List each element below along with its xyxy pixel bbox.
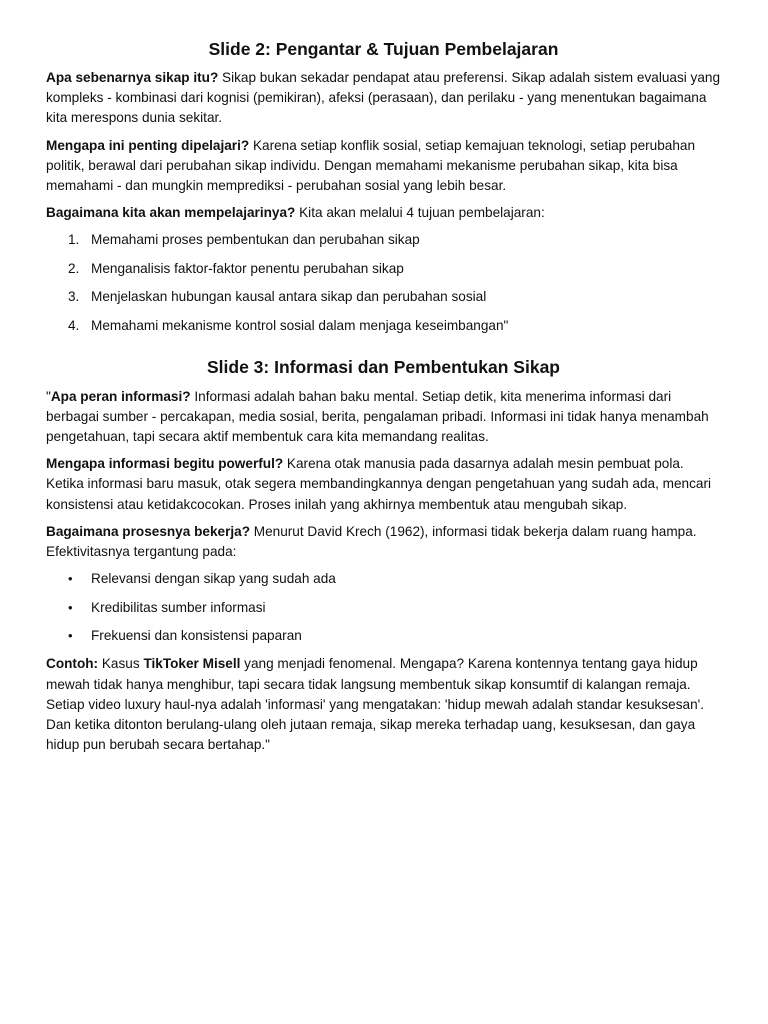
effectiveness-factors-list [46, 569, 721, 646]
list-item [46, 230, 721, 250]
slide2-title: Slide 2: Pengantar & Tujuan Pembelajaran [208, 39, 559, 59]
list-item-text: Memahami mekanisme kontrol sosial dalam menjaga keseimbangan" [91, 317, 509, 333]
slide2-answer-how: Kita akan melalui 4 tujuan pembelajaran: [295, 205, 545, 221]
example-highlight: TikToker Misell [143, 656, 241, 672]
open-quote: " [46, 388, 51, 404]
slide2-question-how: Bagaimana kita akan mempelajarinya? [46, 205, 296, 221]
slide2-answer-why: Karena setiap konflik sosial, setiap kemajuan teknologi, setiap perubahan politik, berawal dari perubahan sikap individu. Dengan memahami mekanisme perubahan sikap, kita bisa memahami - dan mungkin memprediksi - perubahan sosial yang lebih besar. [46, 137, 696, 194]
list-item-text: Kredibilitas sumber informasi [91, 599, 266, 615]
slide3-paragraph-role [46, 387, 721, 448]
list-item-number: 3. [68, 289, 80, 305]
example-label: Contoh: [46, 656, 99, 672]
example-text-a: Kasus [98, 656, 144, 672]
bullet-icon: • [68, 571, 73, 587]
slide3-answer-powerful: Karena otak manusia pada dasarnya adalah mesin pembuat pola. Ketika informasi baru masuk, otak segera membandingkannya dengan pengetahuan yang sudah ada, mencari konsistensi atau ketidakcocokan. Proses inilah yang akhirnya membentuk atau mengubah sikap. [46, 456, 712, 512]
slide3-question-powerful: Mengapa informasi begitu powerful? [46, 456, 284, 472]
slide2-paragraph-what [46, 68, 721, 129]
list-item [46, 626, 721, 646]
slide3-question-process: Bagaimana prosesnya bekerja? [46, 523, 250, 539]
list-item [46, 316, 721, 336]
list-item-text: Menjelaskan hubungan kausal antara sikap dan perubahan sosial [91, 289, 487, 305]
slide3-paragraph-example [46, 654, 721, 755]
list-item-text: Frekuensi dan konsistensi paparan [91, 628, 302, 643]
list-item [46, 598, 721, 618]
slide3-paragraph-process [46, 522, 721, 562]
list-item [46, 259, 721, 279]
list-item [46, 569, 721, 589]
slide2-answer-what: Sikap bukan sekadar pendapat atau preferensi. Sikap adalah sistem evaluasi yang kompleks - kombinasi dari kognisi (pemikiran), afeksi (perasaan), dan perilaku - yang menentukan bagaimana kita merespons dunia sekitar. [46, 70, 721, 126]
slide3-answer-role: Informasi adalah bahan baku mental. Setiap detik, kita menerima informasi dari berbagai sumber - percakapan, media sosial, berita, pengalaman pribadi. Informasi ini tidak hanya menambah pengetahuan, tapi secara aktif membentuk cara kita memandang realitas. [46, 388, 709, 444]
slide2-paragraph-why [46, 136, 721, 197]
list-item-text: Relevansi dengan sikap yang sudah ada [91, 571, 336, 587]
slide2-question-why: Mengapa ini penting dipelajari? [46, 137, 250, 153]
list-item-text: Memahami proses pembentukan dan perubahan sikap [91, 232, 420, 248]
list-item-number: 2. [68, 260, 80, 276]
list-item-number: 1. [68, 232, 80, 248]
example-text-b: yang menjadi fenomenal. Mengapa? Karena kontennya tentang gaya hidup mewah tidak hanya menghibur, tapi secara tidak langsung membentuk sikap konsumtif di kalangan remaja. Setiap video luxury haul-nya adalah 'informasi' yang mengatakan: 'hidup mewah adalah standar kesuksesan'. Dan ketika ditonton berulang-ulang oleh jutaan remaja, sikap mereka terhadap uang, kesuksesan, dan gaya hidup pun berubah secara bertahap." [46, 656, 704, 753]
bullet-icon: • [68, 628, 73, 643]
slide2-paragraph-how [46, 203, 721, 223]
slide3-paragraph-powerful [46, 454, 721, 515]
slide3-title: Slide 3: Informasi dan Pembentukan Sikap [206, 356, 560, 377]
list-item [46, 287, 721, 307]
slide2-question-what: Apa sebenarnya sikap itu? [46, 70, 219, 85]
bullet-icon: • [68, 599, 73, 615]
list-item-text: Menganalisis faktor-faktor penentu perubahan sikap [91, 260, 404, 276]
slide3-question-role: Apa peran informasi? [50, 388, 191, 404]
list-item-number: 4. [68, 317, 80, 333]
slide3-answer-process: Menurut David Krech (1962), informasi tidak bekerja dalam ruang hampa. Efektivitasnya tergantung pada: [46, 523, 697, 560]
learning-goals-list [46, 230, 721, 335]
